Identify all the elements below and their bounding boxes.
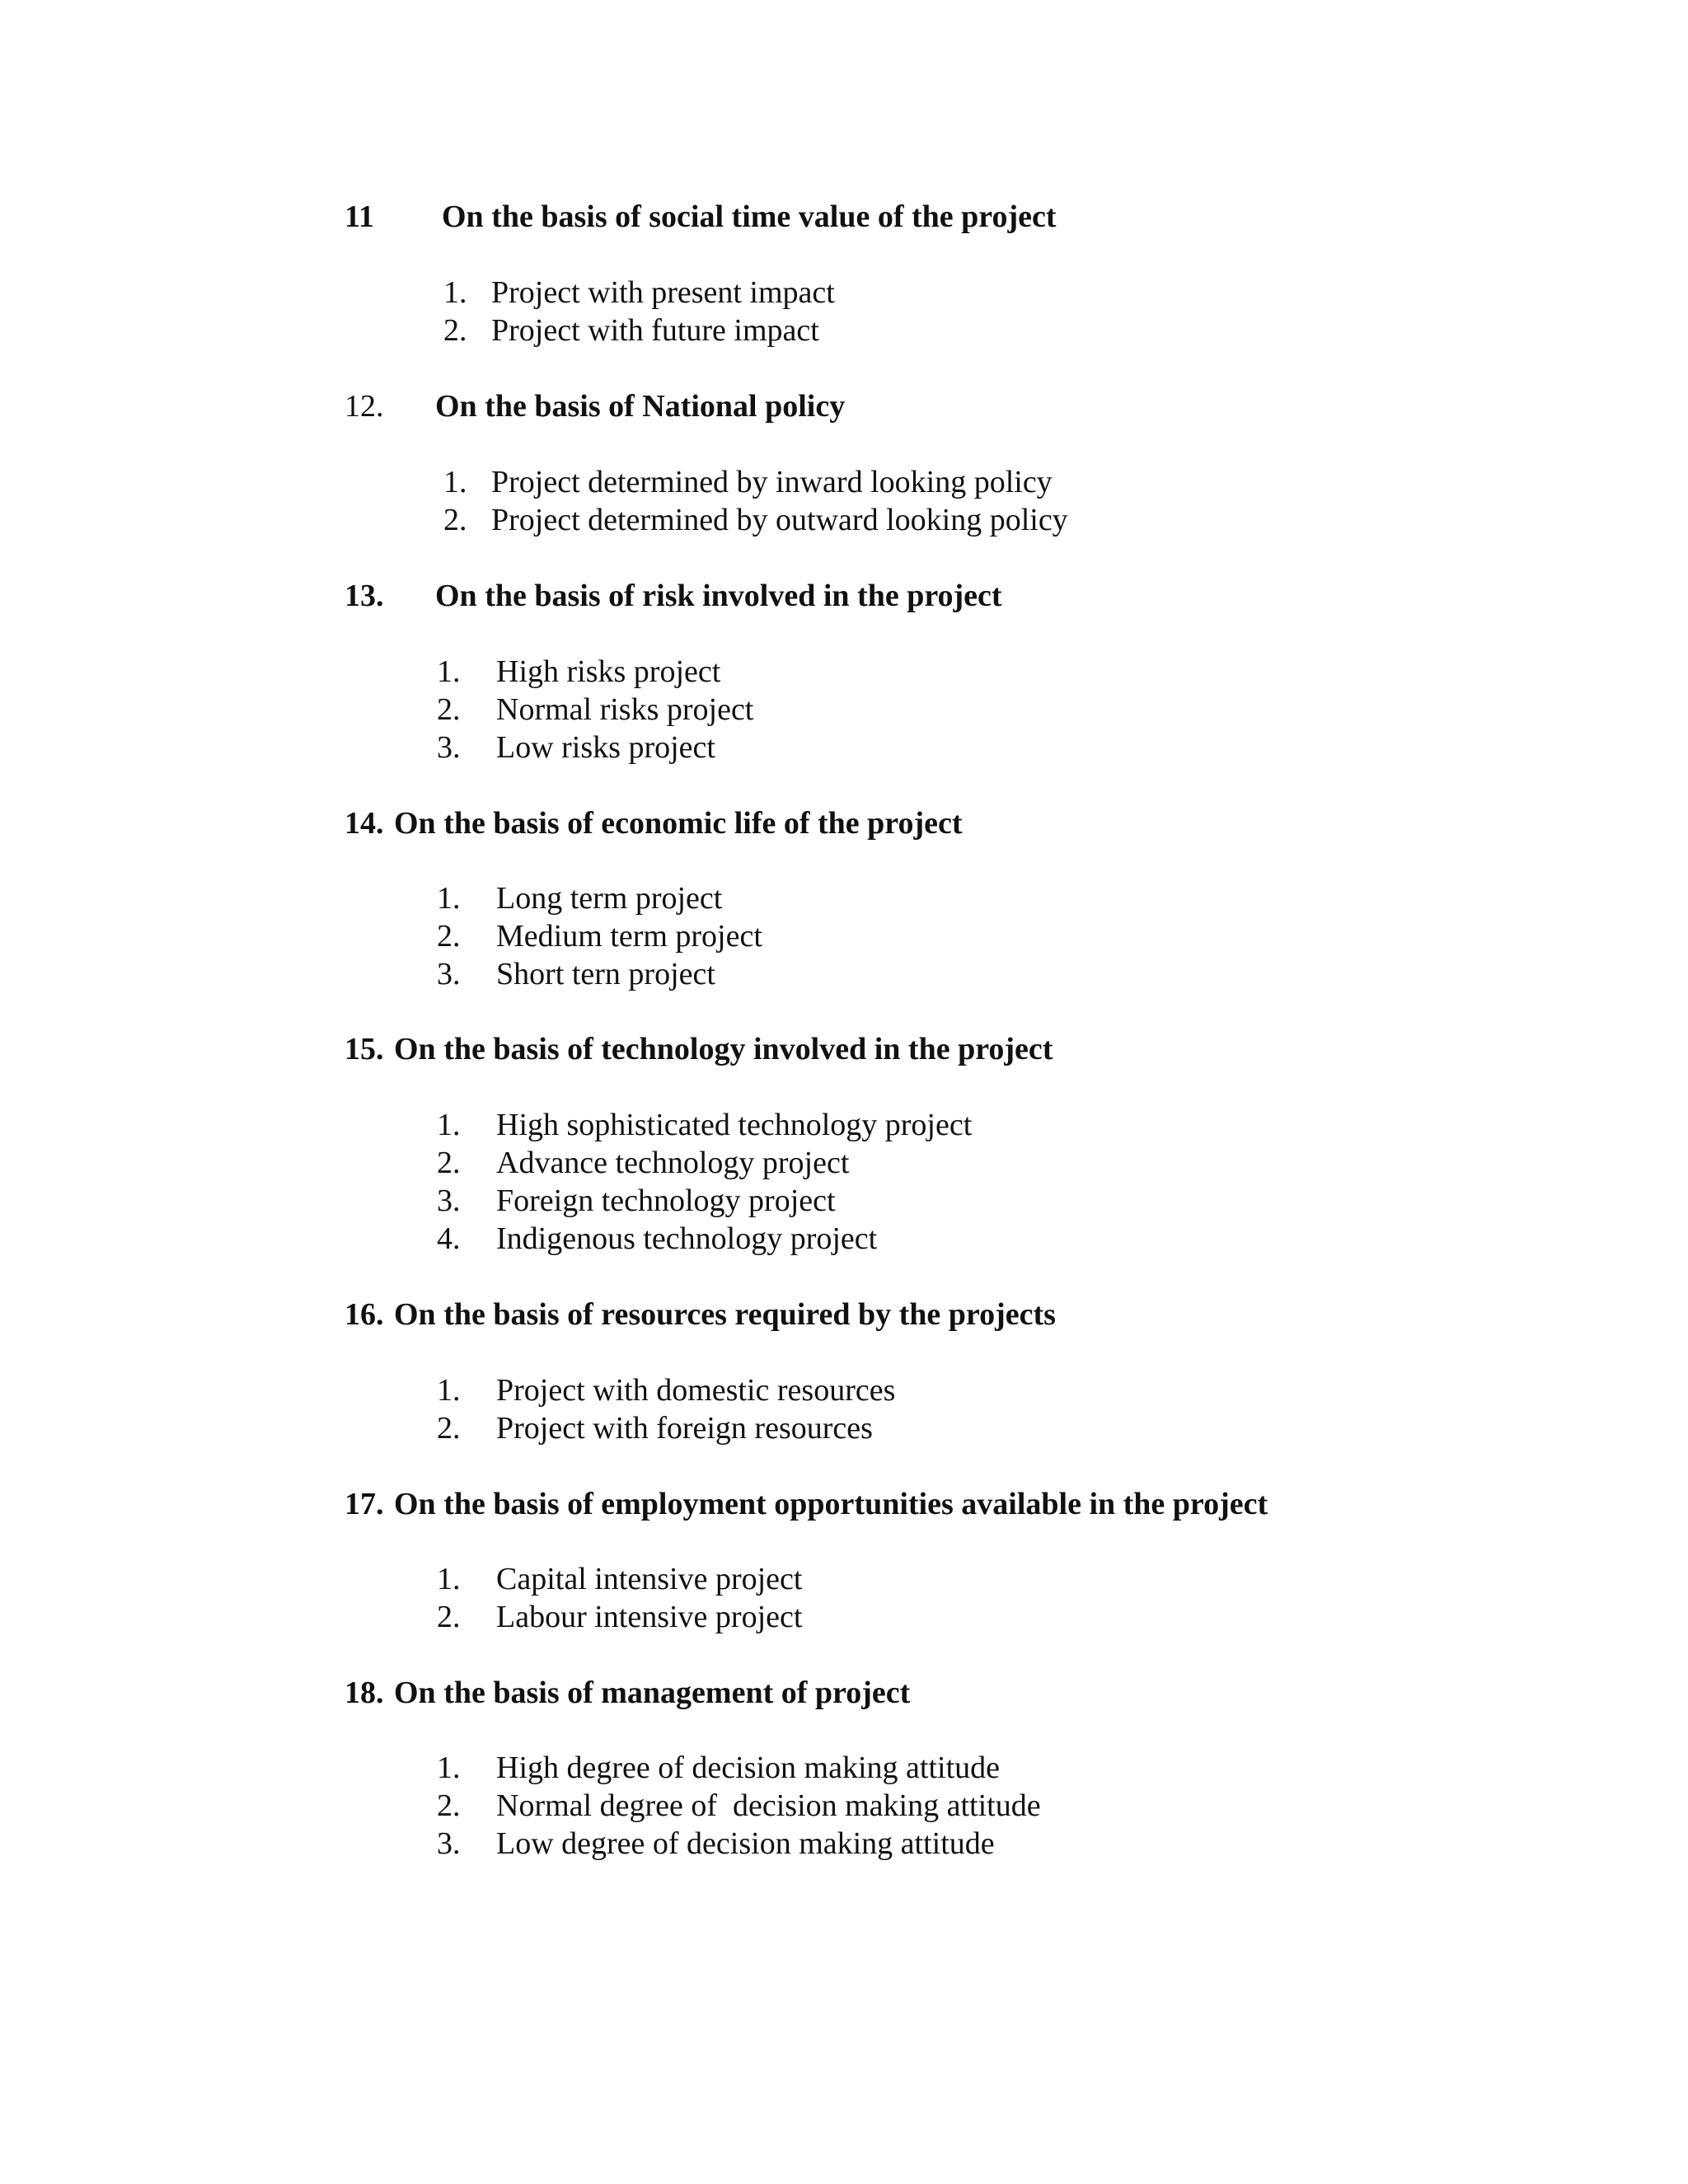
list-item (437, 955, 715, 993)
item-number: 3. (437, 1826, 461, 1861)
item-text: Medium term project (496, 919, 762, 954)
list-item (437, 1144, 849, 1182)
item-text: Low degree of decision making attitude (496, 1826, 995, 1861)
section-title: On the basis of technology involved in the project (394, 1032, 1053, 1066)
item-text: High risks project (496, 654, 721, 689)
item-text: Foreign technology project (496, 1183, 836, 1218)
item-number: 3. (437, 730, 461, 765)
item-number: 3. (437, 1183, 461, 1218)
item-text: Normal degree of decision making attitude (496, 1788, 1041, 1823)
item-number: 2. (443, 313, 467, 348)
section-heading (345, 577, 1002, 615)
item-text: Project with future impact (491, 313, 819, 348)
item-text: Capital intensive project (496, 1562, 803, 1596)
item-text: High degree of decision making attitude (496, 1750, 1000, 1785)
list-item (437, 1220, 877, 1258)
item-number: 2. (437, 1411, 461, 1446)
list-item (443, 463, 1053, 501)
list-item (437, 1560, 802, 1598)
item-text: Normal risks project (496, 692, 754, 727)
list-item (437, 917, 762, 955)
section-number: 13. (345, 579, 384, 613)
section-title: On the basis of economic life of the project (394, 806, 963, 841)
list-item (437, 1106, 972, 1144)
section-heading (345, 1674, 910, 1712)
item-number: 1. (437, 1108, 461, 1142)
list-item (437, 1598, 802, 1636)
section-heading (345, 804, 963, 842)
section-heading (345, 387, 845, 425)
item-text: Project determined by outward looking policy (491, 503, 1068, 537)
item-text: Project with domestic resources (496, 1373, 896, 1408)
section-number: 15. (345, 1032, 384, 1066)
item-number: 2. (437, 1146, 461, 1180)
item-text: Project with present impact (491, 275, 835, 310)
section-title: On the basis of resources required by the projects (394, 1297, 1056, 1332)
item-number: 1. (443, 275, 467, 310)
item-number: 1. (443, 465, 467, 499)
item-text: High sophisticated technology project (496, 1108, 973, 1142)
section-heading (345, 1030, 1053, 1068)
item-number: 2. (437, 919, 461, 954)
item-text: Project determined by inward looking policy (491, 465, 1053, 499)
section-heading (345, 198, 1057, 236)
section-heading (345, 1296, 1056, 1333)
list-item (437, 1825, 995, 1863)
section-title: On the basis of risk involved in the project (435, 579, 1002, 613)
section-title: On the basis of management of project (394, 1675, 911, 1710)
list-item (443, 501, 1068, 539)
item-number: 2. (437, 692, 461, 727)
section-number: 18. (345, 1675, 384, 1710)
list-item (437, 729, 715, 766)
list-item (437, 1371, 895, 1409)
item-number: 1. (437, 881, 461, 916)
item-text: Advance technology project (496, 1146, 850, 1180)
item-number: 1. (437, 654, 461, 689)
list-item (437, 1409, 873, 1447)
item-text: Labour intensive project (496, 1600, 803, 1634)
list-item (443, 312, 819, 349)
item-text: Low risks project (496, 730, 715, 765)
item-number: 2. (437, 1600, 461, 1634)
list-item (437, 653, 720, 691)
list-item (443, 274, 835, 312)
list-item (437, 1787, 1041, 1825)
item-number: 1. (437, 1750, 461, 1785)
section-number: 16. (345, 1297, 384, 1332)
item-number: 4. (437, 1221, 461, 1256)
item-text: Long term project (496, 881, 723, 916)
list-item (437, 691, 753, 729)
section-title: On the basis of social time value of the project (442, 199, 1057, 234)
section-number: 14. (345, 806, 384, 841)
list-item (437, 1749, 1000, 1787)
list-item (437, 879, 722, 917)
item-text: Indigenous technology project (496, 1221, 878, 1256)
item-number: 2. (437, 1788, 461, 1823)
item-text: Short tern project (496, 957, 715, 991)
item-number: 3. (437, 957, 461, 991)
item-text: Project with foreign resources (496, 1411, 873, 1446)
section-title: On the basis of National policy (435, 389, 846, 424)
item-number: 1. (437, 1562, 461, 1596)
section-heading (345, 1485, 1268, 1523)
section-number: 11 (345, 199, 374, 234)
section-title: On the basis of employment opportunities available in the project (394, 1487, 1268, 1521)
item-number: 1. (437, 1373, 461, 1408)
section-number: 17. (345, 1487, 384, 1521)
item-number: 2. (443, 503, 467, 537)
section-number: 12. (345, 389, 384, 424)
list-item (437, 1182, 836, 1220)
